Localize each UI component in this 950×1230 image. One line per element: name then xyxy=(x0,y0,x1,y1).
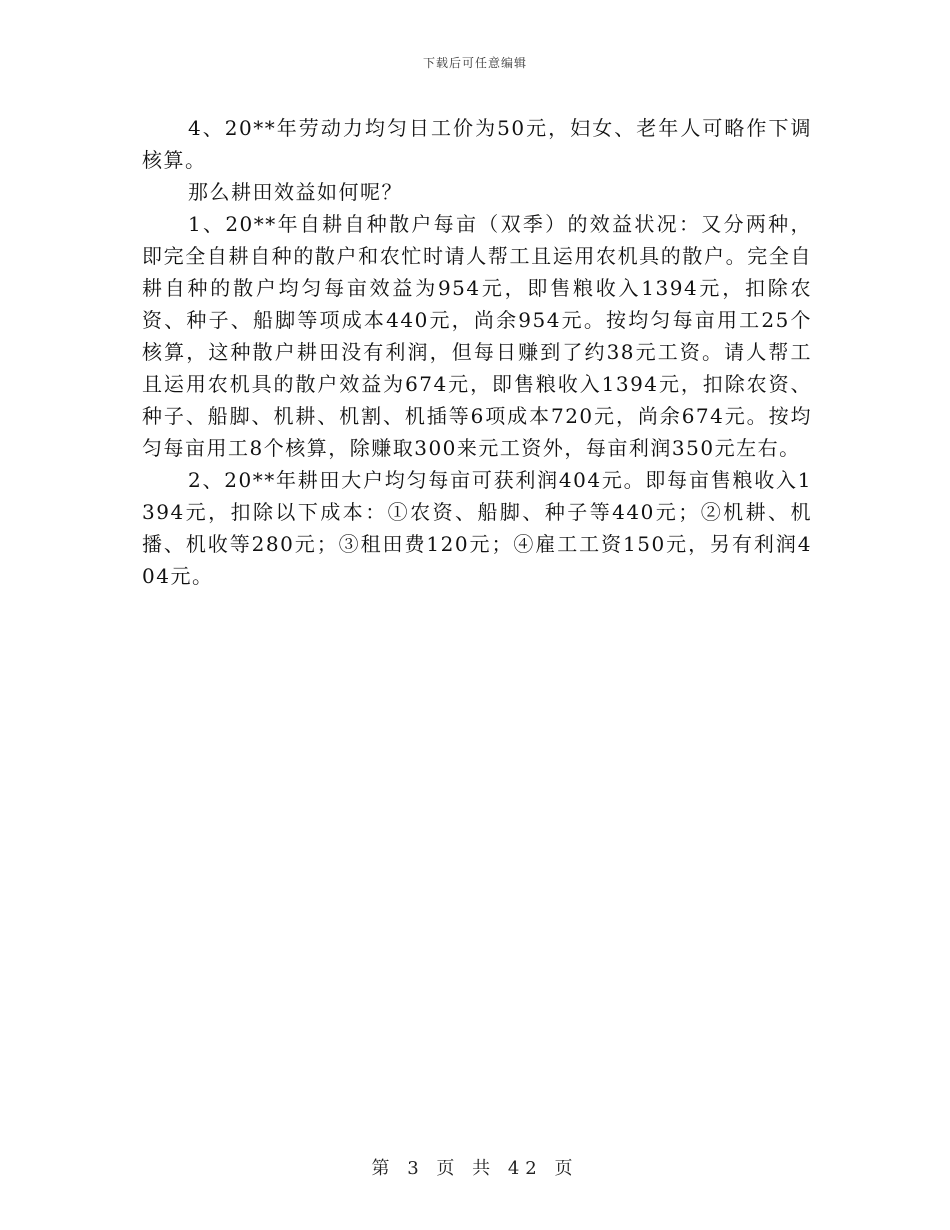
paragraph-small-farmers: 1、20**年自耕自种散户每亩（双季）的效益状况：又分两种，即完全自耕自种的散户和农忙时请人帮工且运用农机具的散户。完全自耕自种的散户均匀每亩效益为954元，即售粮收入1394元，扣除农资、种子、船脚等项成本440元，尚余954元。按均匀每亩用工25个核算，这种散户耕田没有利润，但每日赚到了约38元工资。请人帮工且运用农机具的散户效益为674元，即售粮收入1394元，扣除农资、种子、船脚、机耕、机割、机插等6项成本720元，尚余674元。按均匀每亩用工8个核算，除赚取300来元工资外，每亩利润350元左右。 xyxy=(142,212,812,460)
page-header: 下载后可任意编辑 xyxy=(422,56,527,70)
paragraph-question: 那么耕田效益如何呢？ xyxy=(188,180,403,204)
paragraph-labor-wage: 4、20**年劳动力均匀日工价为50元，妇女、老年人可略作下调核算。 xyxy=(142,116,812,172)
document-body xyxy=(142,112,812,592)
paragraph-large-farmers: 2、20**年耕田大户均匀每亩可获利润404元。即每亩售粮收入1394元，扣除以下成本：①农资、船脚、种子等440元；②机耕、机播、机收等280元；③租田费120元；④雇工工资150元，另有利润404元。 xyxy=(142,468,812,588)
page-number: 第 3 页 共 42 页 xyxy=(371,1158,579,1179)
